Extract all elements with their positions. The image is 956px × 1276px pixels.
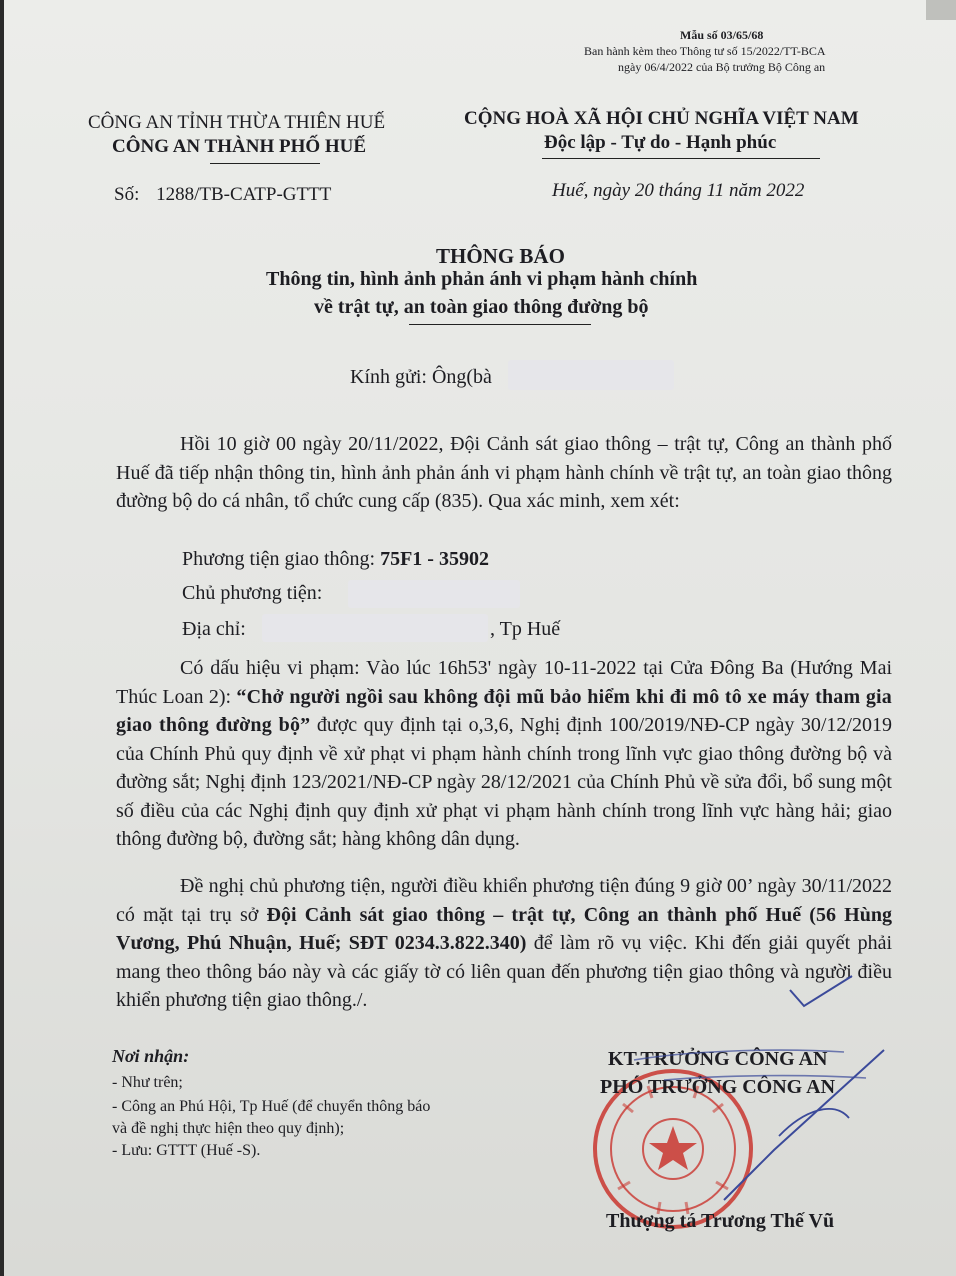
violation-description: “Chở người ngồi sau không đội mũ bảo hiểm khi đi mô tô xe máy tham gia giao thông đường bộ” <box>116 685 893 736</box>
vehicle-plate: 75F1 - 35902 <box>380 548 489 570</box>
redacted-recipient-name <box>508 360 674 390</box>
owner-label: Chủ phương tiện: <box>182 582 323 604</box>
agency-name: CÔNG AN THÀNH PHỐ HUẾ <box>112 136 367 157</box>
vehicle-row <box>182 548 489 571</box>
request-office: Đội Cảnh sát giao thông – trật tự, Công an thành phố Huế (56 Hùng Vương, Phú Nhuận, Huế; SĐT 0234.3.822.340) <box>116 903 892 954</box>
title-underline <box>409 324 591 325</box>
paragraph-receipt <box>116 430 892 516</box>
number-label: Số: <box>114 184 140 205</box>
recipients-heading: Nơi nhận: <box>112 1046 190 1066</box>
signer-name: Thượng tá Trương Thế Vũ <box>606 1210 835 1232</box>
address-label: Địa chỉ: <box>182 618 246 640</box>
agency-underline <box>210 163 320 164</box>
request-instructions: để làm rõ vụ việc. Khi đến giải quyết phải mang theo thông báo này và các giấy tờ có liên quan đến phương tiện giao thông và người điều khiển phương tiện giao thông./. <box>116 932 892 1011</box>
address-city: , Tp Huế <box>490 618 561 640</box>
violation-legal-basis: được quy định tại o,3,6, Nghị định 100/2019/NĐ-CP ngày 30/12/2019 của Chính Phủ quy định về xử phạt vi phạm hành chính trong lĩnh vực giao thông đường bộ và đường sắt; Nghị định 123/2021/NĐ-CP ngày 28/12/2021 của Chính Phủ về sửa đổi, bổ sung một số điều của các Nghị định quy định xử phạt vi phạm hành chính trong lĩnh vực hàng hải; giao thông đường bộ, đường sắt; hàng không dân dụng. <box>116 714 892 850</box>
signature-title-1: KT.TRƯỞNG CÔNG AN <box>608 1048 828 1070</box>
nation-motto: Độc lập - Tự do - Hạnh phúc <box>544 132 777 153</box>
document-page <box>4 0 956 1276</box>
checkmark-icon <box>786 972 856 1012</box>
paragraph-receipt-text: Hồi 10 giờ 00 ngày 20/11/2022, Đội Cảnh sát giao thông – trật tự, Công an thành phố Huế đã tiếp nhận thông tin, hình ảnh phản ánh vi phạm hành chính về trật tự, an toàn giao thông đường bộ do cá nhân, tổ chức cung cấp (835). Qua xác minh, xem xét: <box>116 433 892 512</box>
violation-intro: Có dấu hiệu vi phạm: Vào lúc 16h53' ngày 10-11-2022 tại Cửa Đông Ba (Hướng Mai Thúc Loan 2): <box>116 657 892 708</box>
page-corner-shadow <box>926 0 956 20</box>
paragraph-violation <box>116 654 892 854</box>
recipient-item-2a: - Công an Phú Hội, Tp Huế (để chuyển thông báo <box>112 1098 431 1115</box>
recipient-item-3: - Lưu: GTTT (Huế -S). <box>112 1142 261 1159</box>
form-issued-line2: ngày 06/4/2022 của Bộ trưởng Bộ Công an <box>618 60 826 74</box>
paragraph-request <box>116 872 892 1015</box>
recipient-greeting: Kính gửi: Ông(bà <box>350 366 492 388</box>
redacted-owner-name <box>348 580 520 608</box>
nation-title: CỘNG HOÀ XÃ HỘI CHỦ NGHĨA VIỆT NAM <box>464 108 859 129</box>
notice-subtitle-1: Thông tin, hình ảnh phản ánh vi phạm hành chính <box>266 268 698 290</box>
form-issued-line1: Ban hành kèm theo Thông tư số 15/2022/TT-BCA <box>584 44 826 58</box>
document-number-row <box>114 184 331 206</box>
notice-subtitle-2: về trật tự, an toàn giao thông đường bộ <box>314 296 649 318</box>
recipient-item-1: - Như trên; <box>112 1074 183 1091</box>
place-date: Huế, ngày 20 tháng 11 năm 2022 <box>552 180 805 201</box>
recipient-item-2b: và đề nghị thực hiện theo quy định); <box>112 1120 345 1137</box>
motto-underline <box>542 158 820 159</box>
handwritten-signature <box>604 1040 904 1210</box>
agency-parent: CÔNG AN TỈNH THỪA THIÊN HUẾ <box>88 112 386 133</box>
document-number: 1288/TB-CATP-GTTT <box>156 184 332 205</box>
request-intro: Đề nghị chủ phương tiện, người điều khiển phương tiện đúng 9 giờ 00’ ngày 30/11/2022 có mặt tại trụ sở <box>116 875 892 926</box>
notice-title: THÔNG BÁO <box>436 244 565 268</box>
vehicle-label: Phương tiện giao thông: <box>182 548 381 570</box>
signature-title-2: PHÓ TRƯỞNG CÔNG AN <box>600 1076 836 1098</box>
form-code: Mẫu số 03/65/68 <box>680 28 764 42</box>
redacted-address <box>262 614 488 642</box>
